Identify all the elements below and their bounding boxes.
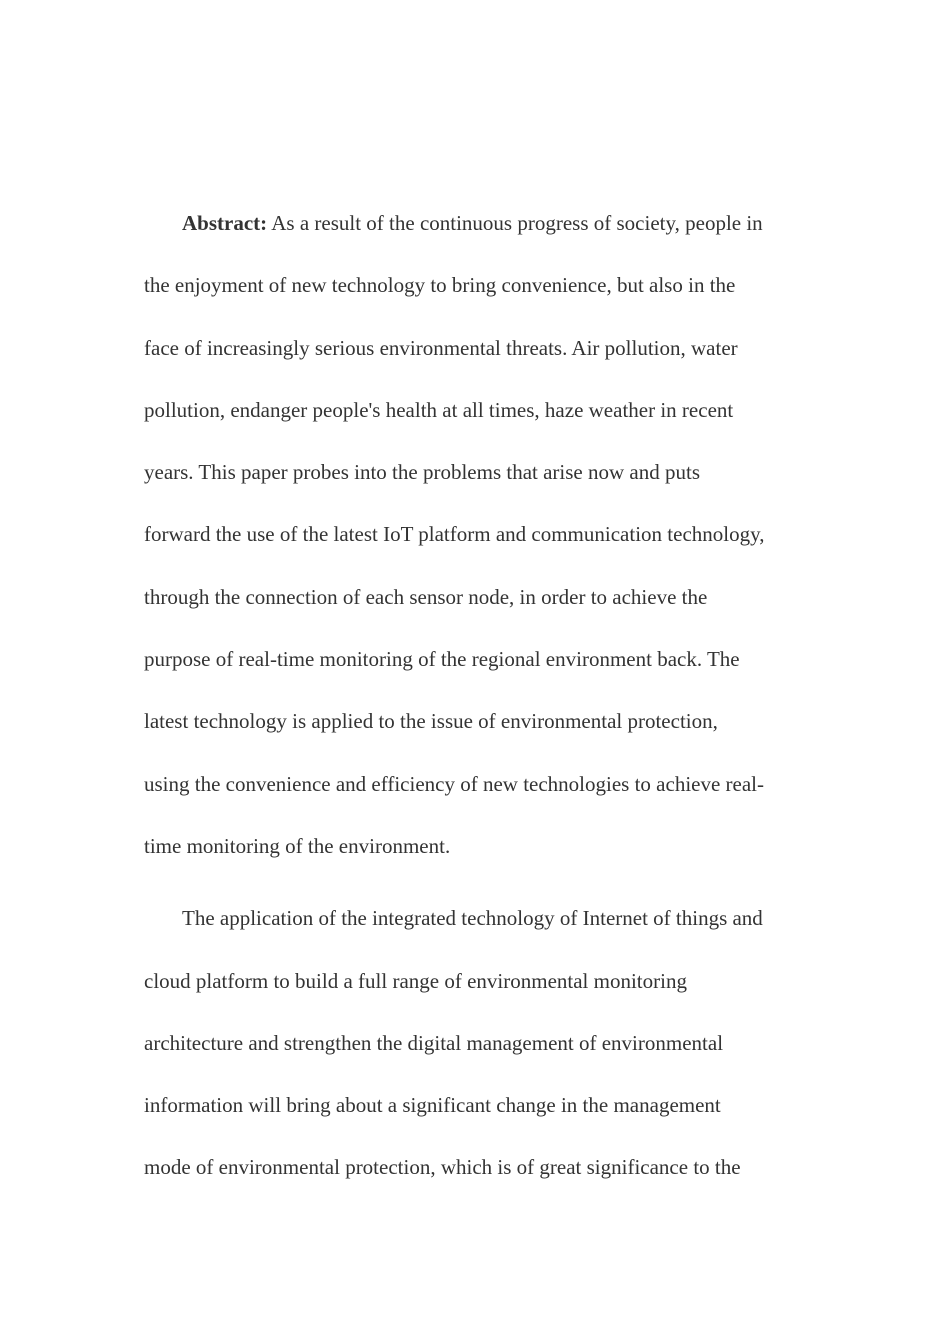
abstract-label: Abstract: [182,211,268,235]
abstract-line-5: years. This paper probes into the problems that arise now and puts [144,460,700,485]
abstract-line-9: latest technology is applied to the issue of environmental protection, [144,709,718,734]
abstract-line-8: purpose of real-time monitoring of the regional environment back. The [144,647,740,672]
abstract-line-6: forward the use of the latest IoT platform and communication technology, [144,522,765,547]
paragraph2-line-3: architecture and strengthen the digital management of environmental [144,1030,724,1055]
abstract-paragraph [144,192,806,877]
paragraph2-line-1: The application of the integrated technology of Internet of things and [182,906,763,931]
abstract-line-1-text: As a result of the continuous progress of society, people in [267,211,763,235]
abstract-line-11: time monitoring of the environment. [144,833,451,858]
paragraph2-line-2: cloud platform to build a full range of environmental monitoring [144,968,687,993]
abstract-line-3: face of increasingly serious environmental threats. Air pollution, water [144,335,738,360]
abstract-line-1 [144,192,806,254]
paragraph2-line-4: information will bring about a significant change in the management [144,1093,721,1118]
abstract-line-4: pollution, endanger people's health at all times, haze weather in recent [144,397,734,422]
body-paragraph-2 [144,887,806,1198]
document-body [144,192,806,1199]
abstract-line-2: the enjoyment of new technology to bring convenience, but also in the [144,273,736,298]
paragraph2-line-5: mode of environmental protection, which is of great significance to the [144,1155,741,1180]
abstract-line-7: through the connection of each sensor node, in order to achieve the [144,584,708,609]
abstract-line-10: using the convenience and efficiency of new technologies to achieve real- [144,771,765,796]
